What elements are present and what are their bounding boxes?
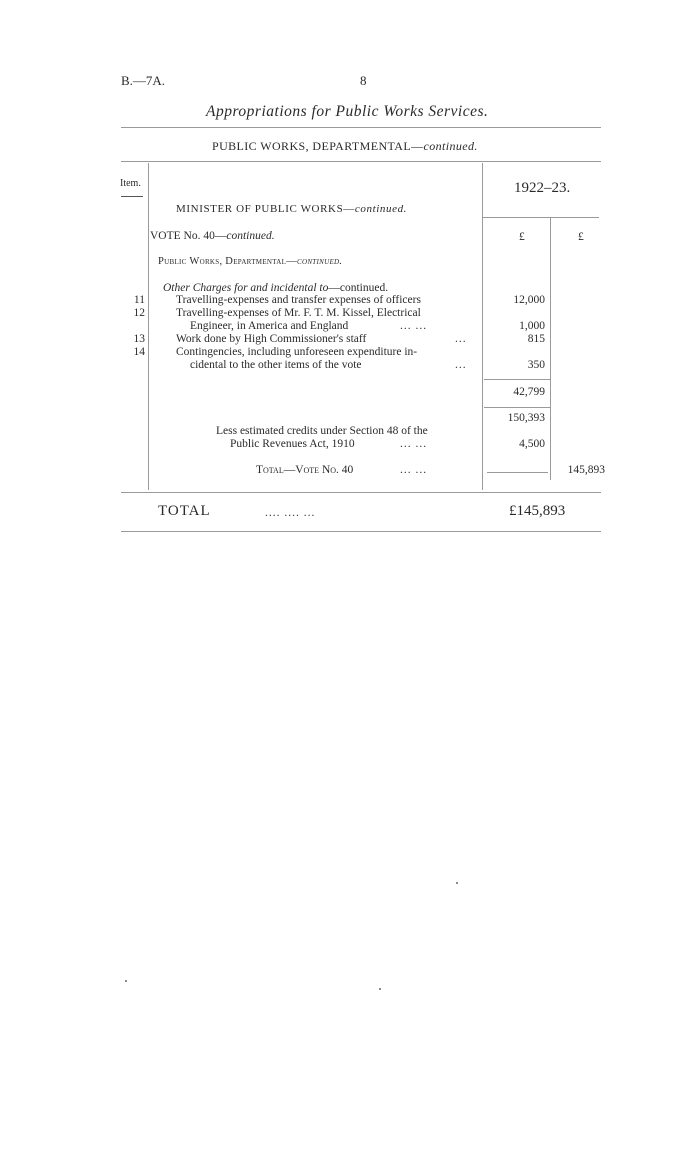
amount-column-rule [482,163,483,490]
grand-total-label: TOTAL [158,503,211,519]
minister-heading: MINISTER OF PUBLIC WORKS—continued. [176,203,408,215]
year-underline [482,217,599,218]
subtotal-rule-1 [484,379,550,380]
document-reference: B.—7A. [121,73,166,88]
leader-dots: ... ... [400,464,428,476]
leader-dots: ... ... [400,438,428,450]
title-rule [121,127,601,128]
credits-amount: 4,500 [519,438,545,450]
year-header: 1922–23. [514,180,571,196]
subtotal-amount: 150,393 [507,412,545,424]
vote-heading: VOTE No. 40—continued. [150,230,275,242]
item-description: Travelling-expenses of Mr. F. T. M. Kissel, Electrical [176,307,421,319]
subtitle-rule [121,161,601,162]
leader-dots: .... .... ... [265,507,316,519]
item-number: 11 [133,294,145,306]
section-subtitle: PUBLIC WORKS, DEPARTMENTAL—continued. [212,139,478,153]
item-amount: 815 [527,333,545,345]
item-amount: 350 [527,359,545,371]
item-amount: 1,000 [519,320,545,332]
scan-speck [379,988,381,990]
leader-dots: ... ... [400,320,428,332]
item-number: 13 [133,333,145,345]
item-number: 14 [133,346,145,358]
item-column-rule [148,163,149,490]
grand-total-amount: £145,893 [509,503,566,519]
item-amount: 12,000 [513,294,545,306]
less-credits-text: Less estimated credits under Section 48 of the [216,425,428,437]
item-header-underline [121,196,143,197]
scan-speck [125,980,127,982]
item-description: Work done by High Commissioner's staff [176,333,367,345]
item-description: Contingencies, including unforeseen expenditure in- [176,346,418,358]
total-bottom-rule [121,531,601,532]
currency-symbol: £ [519,231,525,243]
less-credits-text: Public Revenues Act, 1910 [230,438,355,450]
scan-speck [456,882,458,884]
section-heading: Public Works, Departmental—continued. [158,256,343,267]
subtotal-amount: 42,799 [513,386,545,398]
item-number: 12 [133,307,145,319]
table-bottom-rule [121,492,601,493]
item-description: cidental to the other items of the vote [190,359,362,371]
subtotal-rule-2 [484,407,550,408]
vote-total-amount: 145,893 [567,464,605,476]
vote-total-label: Total—Vote No. 40 [256,464,354,476]
currency-symbol: £ [578,231,584,243]
item-description: Engineer, in America and England [190,320,349,332]
other-charges-heading: Other Charges for and incidental to—continued. [163,282,389,294]
leader-dots: ... [455,359,467,371]
page-number: 8 [360,73,367,88]
item-description: Travelling-expenses and transfer expenses of officers [176,294,421,306]
vote-total-rule [487,472,548,473]
total-column-rule [550,218,551,480]
leader-dots: ... [455,333,467,345]
item-column-header: Item. [120,178,141,189]
page-title: Appropriations for Public Works Services. [206,103,489,120]
